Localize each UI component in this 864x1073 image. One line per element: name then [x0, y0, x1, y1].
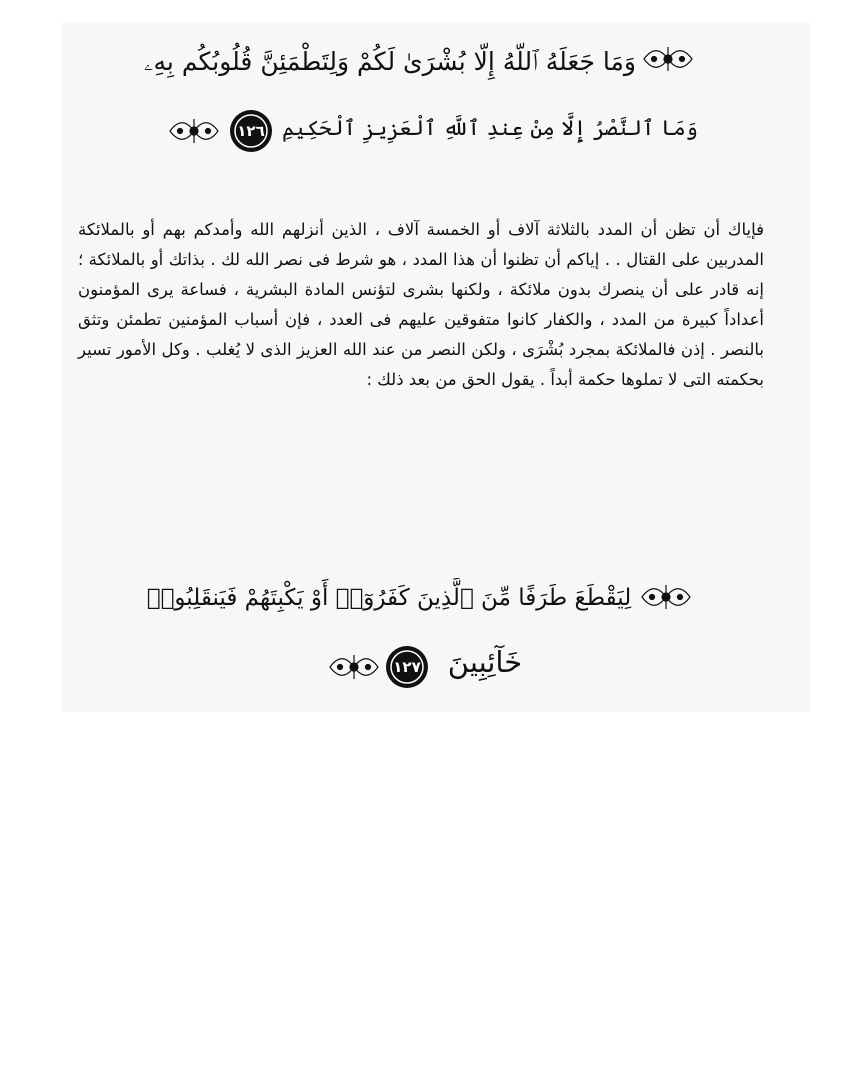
floral-ornament-icon [642, 44, 694, 74]
floral-ornament-icon [640, 582, 692, 612]
verse-text: وَمَا جَعَلَهُ ٱللَّهُ إِلَّا بُشْرَىٰ لَكُمْ وَلِتَطْمَئِنَّ قُلُوبُكُم بِهِۦ [144, 47, 636, 76]
ayah-number: ١٢٦ [237, 122, 265, 140]
verse-127-line-1 [140, 578, 638, 618]
verse-126-line-1 [140, 42, 640, 82]
verse-text: وَمَا ٱلنَّصْرُ إِلَّا مِنْ عِندِ ٱللَّهِ ٱلْعَزِيزِ ٱلْحَكِيمِ [282, 116, 698, 140]
verse-127-line-2 [430, 642, 540, 682]
ayah-number-badge [384, 644, 430, 690]
ayah-number: ١٢٧ [393, 658, 421, 676]
commentary-paragraph [78, 215, 764, 395]
verse-text: خَآئِبِينَ [447, 645, 523, 679]
floral-ornament-icon [168, 116, 220, 146]
commentary-text: فإياك أن تظن أن المدد بالثلاثة آلاف أو الخمسة آلاف ، الذين أنزلهم الله وأمدكم بهم أو بالملائكة المدربين على القتال . . إياكم أن تظنوا أن هذا المدد ، هو شرط فى نصر الله لك . بذاتك أو بالملائكة ؛ إنه قادر على أن ينصرك بدون ملائكة ، ولكنها بشرى لتؤنس المادة البشرية ، فساعة يرى المؤمنون أعداداً كبيرة من المدد ، والكفار كانوا متفوقين عليهم فى العدد ، فإن أسباب المؤمنين تطمئن وتثق بالنصر . إذن فالملائكة بمجرد بُشْرَى ، ولكن النصر من عند الله العزيز الذى لا يُغلب . وكل الأمور تسير بحكمته التى لا تملوها حكمة أبداً . يقول الحق من بعد ذلك : [78, 220, 764, 389]
ayah-number-badge [228, 108, 274, 154]
verse-126-line-2 [275, 108, 705, 148]
verse-text: لِيَقْطَعَ طَرَفًا مِّنَ ٱلَّذِينَ كَفَرُوٓا۟ أَوْ يَكْبِتَهُمْ فَيَنقَلِبُوا۟ [146, 585, 632, 611]
floral-ornament-icon [328, 652, 380, 682]
